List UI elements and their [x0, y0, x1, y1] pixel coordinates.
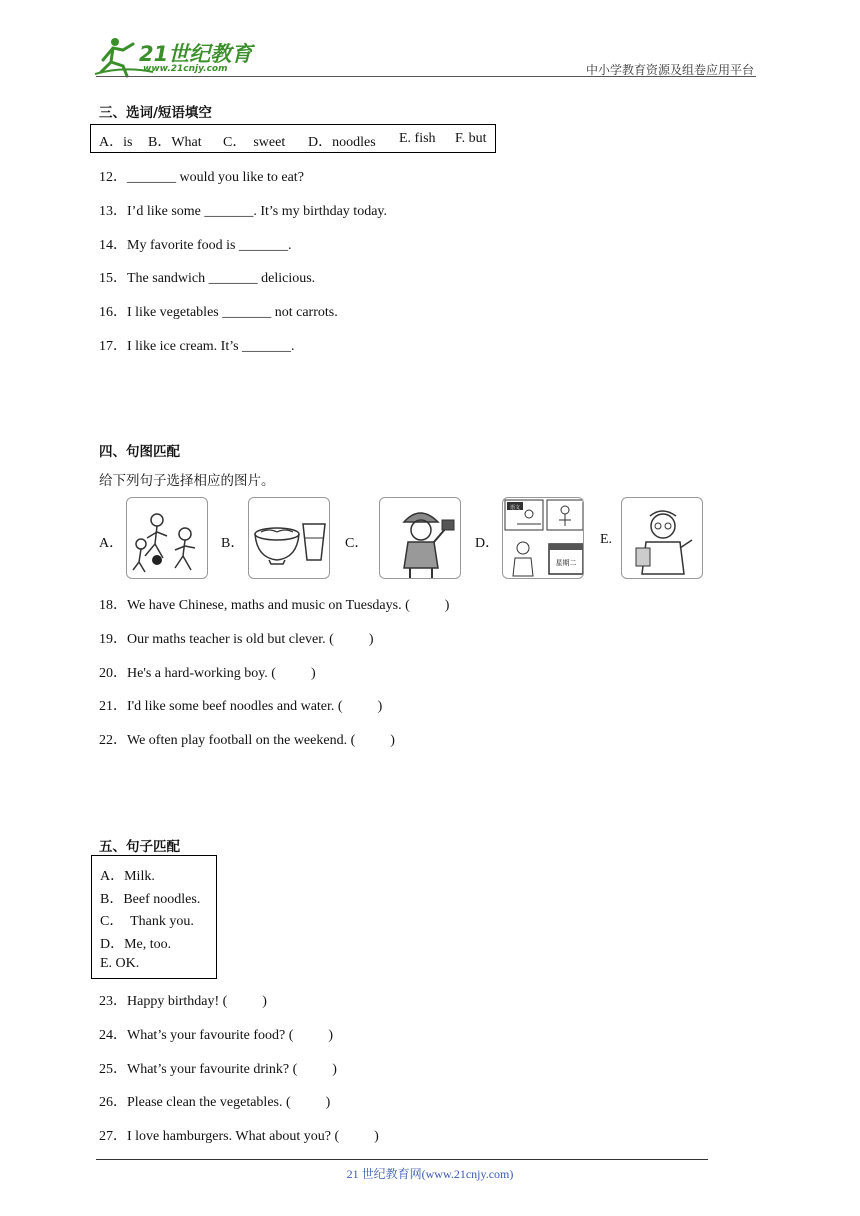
- question-24: [99, 1024, 333, 1044]
- question-text: What’s your favourite food? ( ): [127, 1028, 334, 1043]
- question-text: He's a hard-working boy. ( ): [127, 666, 316, 681]
- footer-site-link[interactable]: 21 世纪教育网(www.21cnjy.com): [346, 1167, 514, 1181]
- option-a: A．Milk.: [100, 869, 155, 884]
- question-number: 18．: [99, 598, 127, 613]
- question-number: 19．: [99, 632, 127, 647]
- question-number: 13．: [99, 204, 127, 219]
- option-d: D．noodles: [308, 135, 376, 150]
- question-text: Our maths teacher is old but clever. ( ): [127, 632, 374, 647]
- header-platform-text: 中小学教育资源及组卷应用平台: [585, 63, 754, 77]
- picture-a-football: [126, 497, 208, 579]
- picture-label-a: A．: [99, 536, 124, 551]
- question-26: [99, 1091, 330, 1111]
- picture-label-d: D．: [475, 536, 500, 551]
- question-number: 16．: [99, 305, 127, 320]
- question-23: [99, 990, 267, 1010]
- question-number: 15．: [99, 271, 127, 286]
- option-d: D．Me, too.: [100, 937, 172, 952]
- question-19: [99, 628, 373, 648]
- question-text: I love hamburgers. What about you? ( ): [127, 1129, 379, 1144]
- question-number: 12．: [99, 170, 127, 185]
- question-16: [99, 301, 338, 321]
- question-25: [99, 1058, 337, 1078]
- picture-d-chinese-label: 语文: [509, 505, 521, 511]
- question-20: [99, 662, 316, 682]
- option-f: F. but: [455, 131, 487, 146]
- question-text: _______ would you like to eat?: [127, 170, 304, 185]
- site-logo: [93, 36, 263, 78]
- question-text: I like ice cream. It’s _______.: [127, 339, 295, 354]
- question-number: 23．: [99, 994, 127, 1009]
- question-text: We have Chinese, maths and music on Tuesdays. ( ): [127, 598, 450, 613]
- logo-url: www.21cnjy.com: [143, 64, 228, 74]
- option-b: B．What: [148, 135, 202, 150]
- question-17: [99, 335, 295, 355]
- question-21: [99, 695, 382, 715]
- section4-title: 四、句图匹配: [99, 444, 180, 460]
- question-number: 20．: [99, 666, 127, 681]
- option-a: A．is: [99, 135, 133, 150]
- section5-options-box: [91, 855, 217, 979]
- section5-title: 五、句子匹配: [99, 839, 180, 855]
- question-18: [99, 594, 449, 614]
- section3-options-box: [90, 124, 496, 153]
- question-27: [99, 1125, 379, 1145]
- question-number: 21．: [99, 699, 127, 714]
- footer-divider: [96, 1159, 708, 1160]
- option-b: B．Beef noodles.: [100, 892, 201, 907]
- question-text: We often play football on the weekend. ( ): [127, 733, 395, 748]
- section3-title: 三、选词/短语填空: [99, 105, 212, 121]
- header-divider: [96, 76, 756, 77]
- picture-label-b: B．: [221, 536, 245, 551]
- question-number: 27．: [99, 1129, 127, 1144]
- option-c: C． Thank you.: [100, 914, 194, 929]
- picture-b-noodles-water: [248, 497, 330, 579]
- picture-label-c: C．: [345, 536, 369, 551]
- question-number: 24．: [99, 1028, 127, 1043]
- question-text: Please clean the vegetables. ( ): [127, 1095, 331, 1110]
- question-12: [99, 166, 304, 186]
- question-number: 14．: [99, 238, 127, 253]
- question-22: [99, 729, 395, 749]
- question-number: 25．: [99, 1062, 127, 1077]
- logo-text: 21世纪教育: [139, 42, 253, 66]
- question-text: I’d like some _______. It’s my birthday today.: [127, 204, 387, 219]
- question-text: What’s your favourite drink? ( ): [127, 1062, 337, 1077]
- option-e: E. OK.: [100, 956, 140, 971]
- question-number: 22．: [99, 733, 127, 748]
- picture-c-worker-boy: [379, 497, 461, 579]
- picture-d-tuesday-classes: [502, 497, 584, 579]
- question-13: [99, 200, 387, 220]
- option-e: E. fish: [399, 131, 436, 146]
- question-text: I'd like some beef noodles and water. ( ): [127, 699, 383, 714]
- picture-d-tuesday-label: 星期二: [555, 559, 577, 567]
- question-text: I like vegetables _______ not carrots.: [127, 305, 338, 320]
- question-14: [99, 234, 291, 254]
- question-text: Happy birthday! ( ): [127, 994, 267, 1009]
- picture-label-e: E.: [600, 532, 613, 547]
- question-text: The sandwich _______ delicious.: [127, 271, 316, 286]
- picture-e-old-teacher: [621, 497, 703, 579]
- section4-instruction: 给下列句子选择相应的图片。: [99, 473, 275, 489]
- option-c: C． sweet: [223, 135, 286, 150]
- question-number: 26．: [99, 1095, 127, 1110]
- question-number: 17．: [99, 339, 127, 354]
- question-15: [99, 267, 315, 287]
- question-text: My favorite food is _______.: [127, 238, 292, 253]
